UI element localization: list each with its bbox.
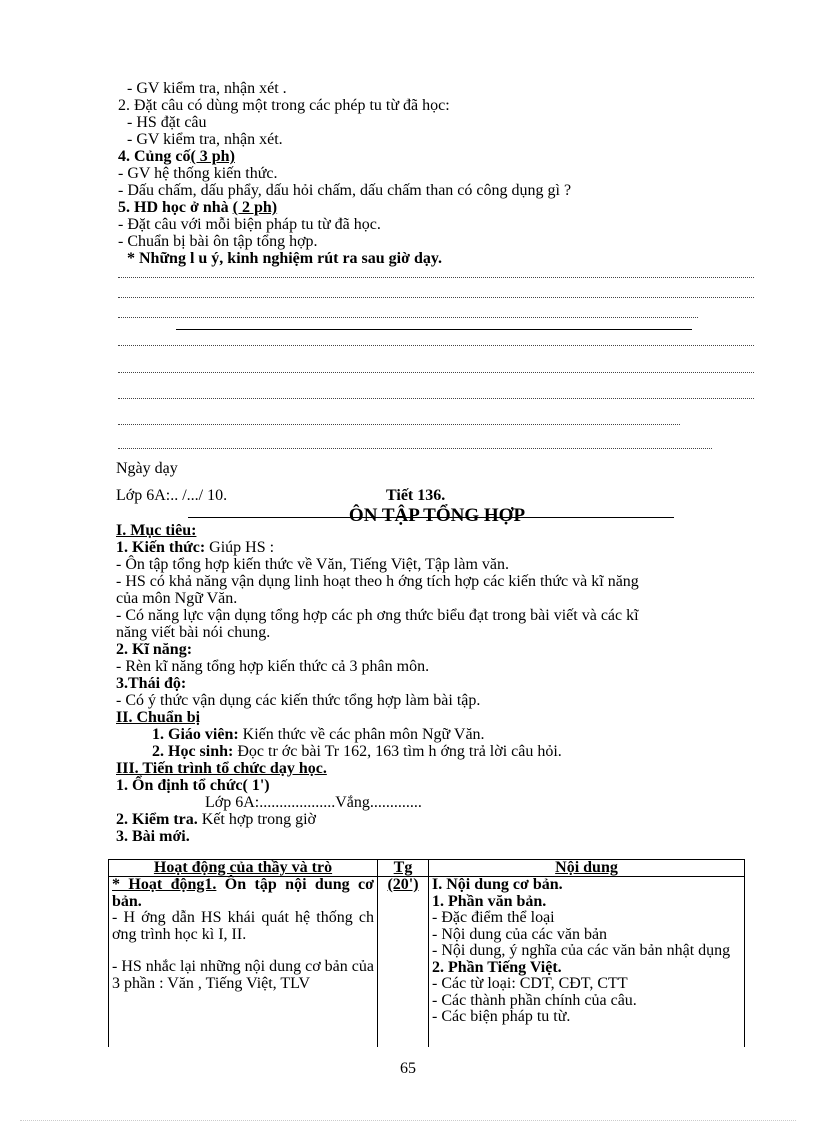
dotted-line: [118, 297, 754, 298]
text-line: - Rèn kĩ năng tổng hợp kiến thức cả 3 phân môn.: [116, 658, 430, 675]
date-label: Ngày dạy: [116, 460, 178, 477]
page-title: ÔN TẬP TỔNG HỢP: [348, 505, 526, 526]
text-line: - Dấu chấm, dấu phẩy, dấu hỏi chấm, dấu chấm than có công dụng gì ?: [118, 182, 572, 199]
section-heading: 2. Kĩ năng:: [116, 641, 193, 658]
class-date-line: Lớp 6A:.. /.../ 10.: [116, 487, 228, 504]
content-item: - Các thành phần chính của câu.: [432, 991, 637, 1009]
text-line: của môn Ngữ Văn.: [116, 590, 238, 607]
content-item: - Nội dung, ý nghĩa của các văn bản nhật dụng: [432, 942, 731, 959]
dotted-line: [118, 398, 754, 399]
text-line: 1. Giáo viên: Kiến thức về các phân môn Ngữ Văn.: [152, 726, 485, 743]
text-line: - Chuẩn bị bài ôn tập tổng hợp.: [118, 233, 318, 250]
text-line: - HS đặt câu: [127, 114, 207, 131]
section-heading: I. Mục tiêu:: [116, 522, 197, 539]
dotted-line: [118, 277, 754, 278]
content-cell: [429, 877, 745, 1048]
text-line: - Có ý thức vận dụng các kiến thức tổng hợp làm bài tập.: [116, 692, 481, 709]
dotted-line: [118, 424, 680, 425]
content-item: - Đặc điểm thể loại: [432, 909, 555, 926]
text-line: - Có năng lực vận dụng tổng hợp các ph ơng thức biểu đạt trong bài viết và các kĩ: [116, 607, 639, 624]
dotted-line: [118, 345, 754, 346]
column-header: Hoạt động của thầy và trò: [109, 860, 378, 877]
time-cell: (20'): [378, 877, 429, 1048]
text-line: - Ôn tập tổng hợp kiến thức về Văn, Tiếng Việt, Tập làm văn.: [116, 556, 510, 573]
dotted-line: [118, 317, 698, 318]
activity-text: - H ớng dẫn HS khái quát hệ thống ch ơng trình học kì I, II.: [112, 909, 374, 943]
text-line: - HS có khả năng vận dụng linh hoạt theo h ớng tích hợp các kiến thức và kĩ năng: [116, 573, 639, 590]
lesson-number: Tiết 136.: [386, 487, 446, 504]
content-item: - Các biện pháp tu từ.: [432, 1008, 571, 1025]
text-line: - GV hệ thống kiến thức.: [118, 165, 278, 182]
text-line: - GV kiểm tra, nhận xét.: [127, 131, 283, 148]
lesson-table-container: [108, 859, 748, 1047]
content-item: - Nội dung của các văn bản: [432, 925, 608, 943]
text-line: 2. Kiểm tra. Kết hợp trong giờ: [116, 811, 316, 828]
section-heading: II. Chuẩn bị: [116, 709, 201, 726]
lesson-table: [108, 859, 745, 1047]
section-heading: 5. HD học ở nhà ( 2 ph): [118, 199, 278, 216]
text-line: năng viết bài nói chung.: [116, 624, 271, 641]
dotted-line: [118, 448, 712, 449]
separator-rule: [176, 329, 692, 330]
activity-text: - HS nhắc lại những nội dung cơ bản của 3 phần : Văn , Tiếng Việt, TLV: [112, 958, 374, 992]
activity-title: * Hoạt động1. Ôn tập nội dung cơ bản.: [112, 876, 374, 910]
page-number: 65: [400, 1060, 416, 1077]
section-heading: 1. Ổn định tổ chức( 1'): [116, 777, 270, 794]
section-heading: 3. Bài mới.: [116, 828, 190, 845]
text-line: - Đặt câu với mỗi biện pháp tu từ đã học.: [118, 216, 381, 233]
text-line: Lớp 6A:...................Vắng.............: [205, 794, 422, 811]
footer-border: [20, 1120, 796, 1121]
section-heading: III. Tiến trình tổ chức dạy học.: [116, 760, 327, 777]
dotted-line: [118, 372, 754, 373]
content-heading: 1. Phần văn bản.: [432, 892, 547, 910]
column-header: Tg: [378, 860, 429, 877]
section-heading: 4. Củng cố( 3 ph): [118, 148, 235, 165]
column-header: Nội dung: [429, 860, 745, 877]
text-line: - GV kiểm tra, nhận xét .: [127, 80, 287, 97]
activity-cell: [109, 877, 378, 1048]
text-line: 2. Đặt câu có dùng một trong các phép tu từ đã học:: [118, 97, 450, 114]
content-item: - Các từ loại: CDT, CĐT, CTT: [432, 975, 628, 992]
notes-heading: * Những l u ý, kinh nghiệm rút ra sau giờ dạy.: [127, 250, 442, 267]
content-heading: I. Nội dung cơ bản.: [432, 876, 563, 893]
text-line: 1. Kiến thức: Giúp HS :: [116, 539, 275, 556]
text-line: 2. Học sinh: Đọc tr ớc bài Tr 162, 163 tìm h ớng trả lời câu hỏi.: [152, 743, 562, 760]
section-heading: 3.Thái độ:: [116, 675, 187, 692]
content-heading: 2. Phần Tiếng Việt.: [432, 958, 562, 976]
